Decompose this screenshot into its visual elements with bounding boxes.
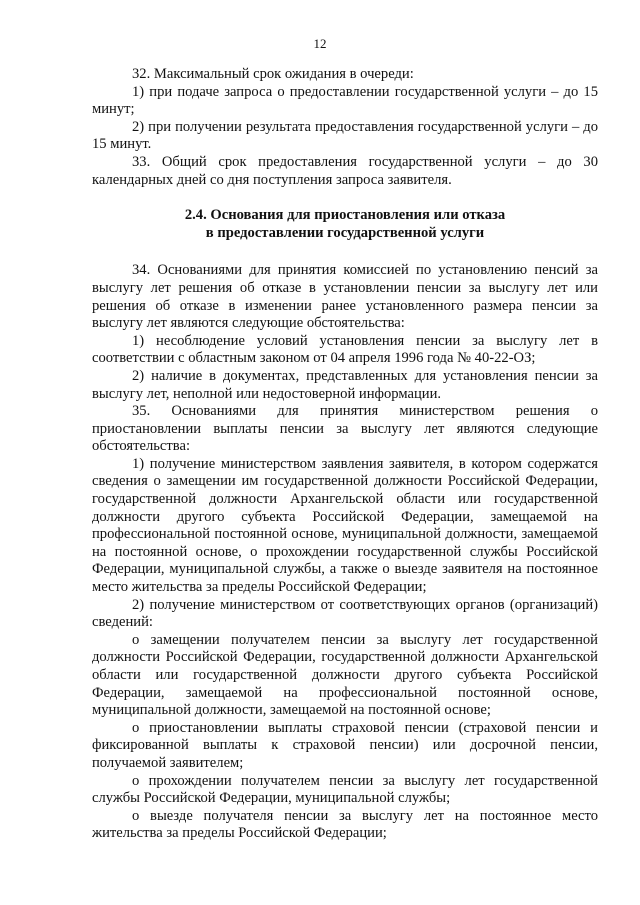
paragraph-35-subitem-4: о выезде получателя пенсии за выслугу лет на постоянное место жительства за пределы Российской Федерации; <box>92 807 598 842</box>
paragraph-35-item-1: 1) получение министерством заявления заявителя, в котором содержатся сведения о замещении им государственной должности Российской Федерации, государственной должности Архангельской области или государственной должности другого субъекта Российской Федерации, замещаемой на профессиональной постоянной основе, муниципальной должности, замещаемой на постоянной основе, о прохождении государственной службы Российской Федерации, муниципальной службы, а также о выезде заявителя на постоянное место жительства за пределы Российской Федерации; <box>92 455 598 596</box>
document-body <box>92 66 598 843</box>
paragraph-34-item-2: 2) наличие в документах, представленных для установления пенсии за выслугу лет, неполной или недостоверной информации. <box>92 367 598 402</box>
paragraph-33: 33. Общий срок предоставления государственной услуги – до 30 календарных дней со дня поступления запроса заявителя. <box>92 153 598 188</box>
paragraph-35-subitem-2: о приостановлении выплаты страховой пенсии (страховой пенсии и фиксированной выплаты к страховой пенсии) или досрочной пенсии, получаемой заявителем; <box>92 719 598 771</box>
paragraph-32: 32. Максимальный срок ожидания в очереди: <box>132 66 414 82</box>
paragraph-35-subitem-1: о замещении получателем пенсии за выслугу лет государственной должности Российской Федерации, государственной должности Архангельской области или государственной должности другого субъекта Российской Федерации, замещаемой на профессиональной постоянной основе, муниципальной должности, замещаемой на постоянной основе; <box>92 631 598 719</box>
section-heading-line-2: в предоставлении государственной услуги <box>205 224 485 241</box>
paragraph-32-item-1: 1) при подаче запроса о предоставлении государственной услуги – до 15 минут; <box>92 83 598 118</box>
section-heading-line-1: 2.4. Основания для приостановления или отказа <box>184 207 506 224</box>
paragraph-34: 34. Основаниями для принятия комиссией по установлению пенсий за выслугу лет решения об отказе в установлении пенсии за выслугу лет или решения об отказе в изменении ранее установленного размера пенсии за выслугу лет являются следующие обстоятельства: <box>92 262 598 332</box>
paragraph-35-subitem-3: о прохождении получателем пенсии за выслугу лет государственной службы Российской Федерации, муниципальной службы; <box>92 772 598 807</box>
paragraph-32-item-2: 2) при получении результата предоставления государственной услуги – до 15 минут. <box>92 118 598 153</box>
section-heading <box>92 207 598 242</box>
paragraph-35: 35. Основаниями для принятия министерством решения о приостановлении выплаты пенсии за выслугу лет являются следующие обстоятельства: <box>92 403 598 455</box>
page-number: 12 <box>313 36 327 51</box>
paragraph-34-item-1: 1) несоблюдение условий установления пенсии за выслугу лет в соответствии с областным законом от 04 апреля 1996 года № 40-22-ОЗ; <box>92 332 598 367</box>
paragraph-35-item-2: 2) получение министерством от соответствующих органов (организаций) сведений: <box>92 596 598 631</box>
